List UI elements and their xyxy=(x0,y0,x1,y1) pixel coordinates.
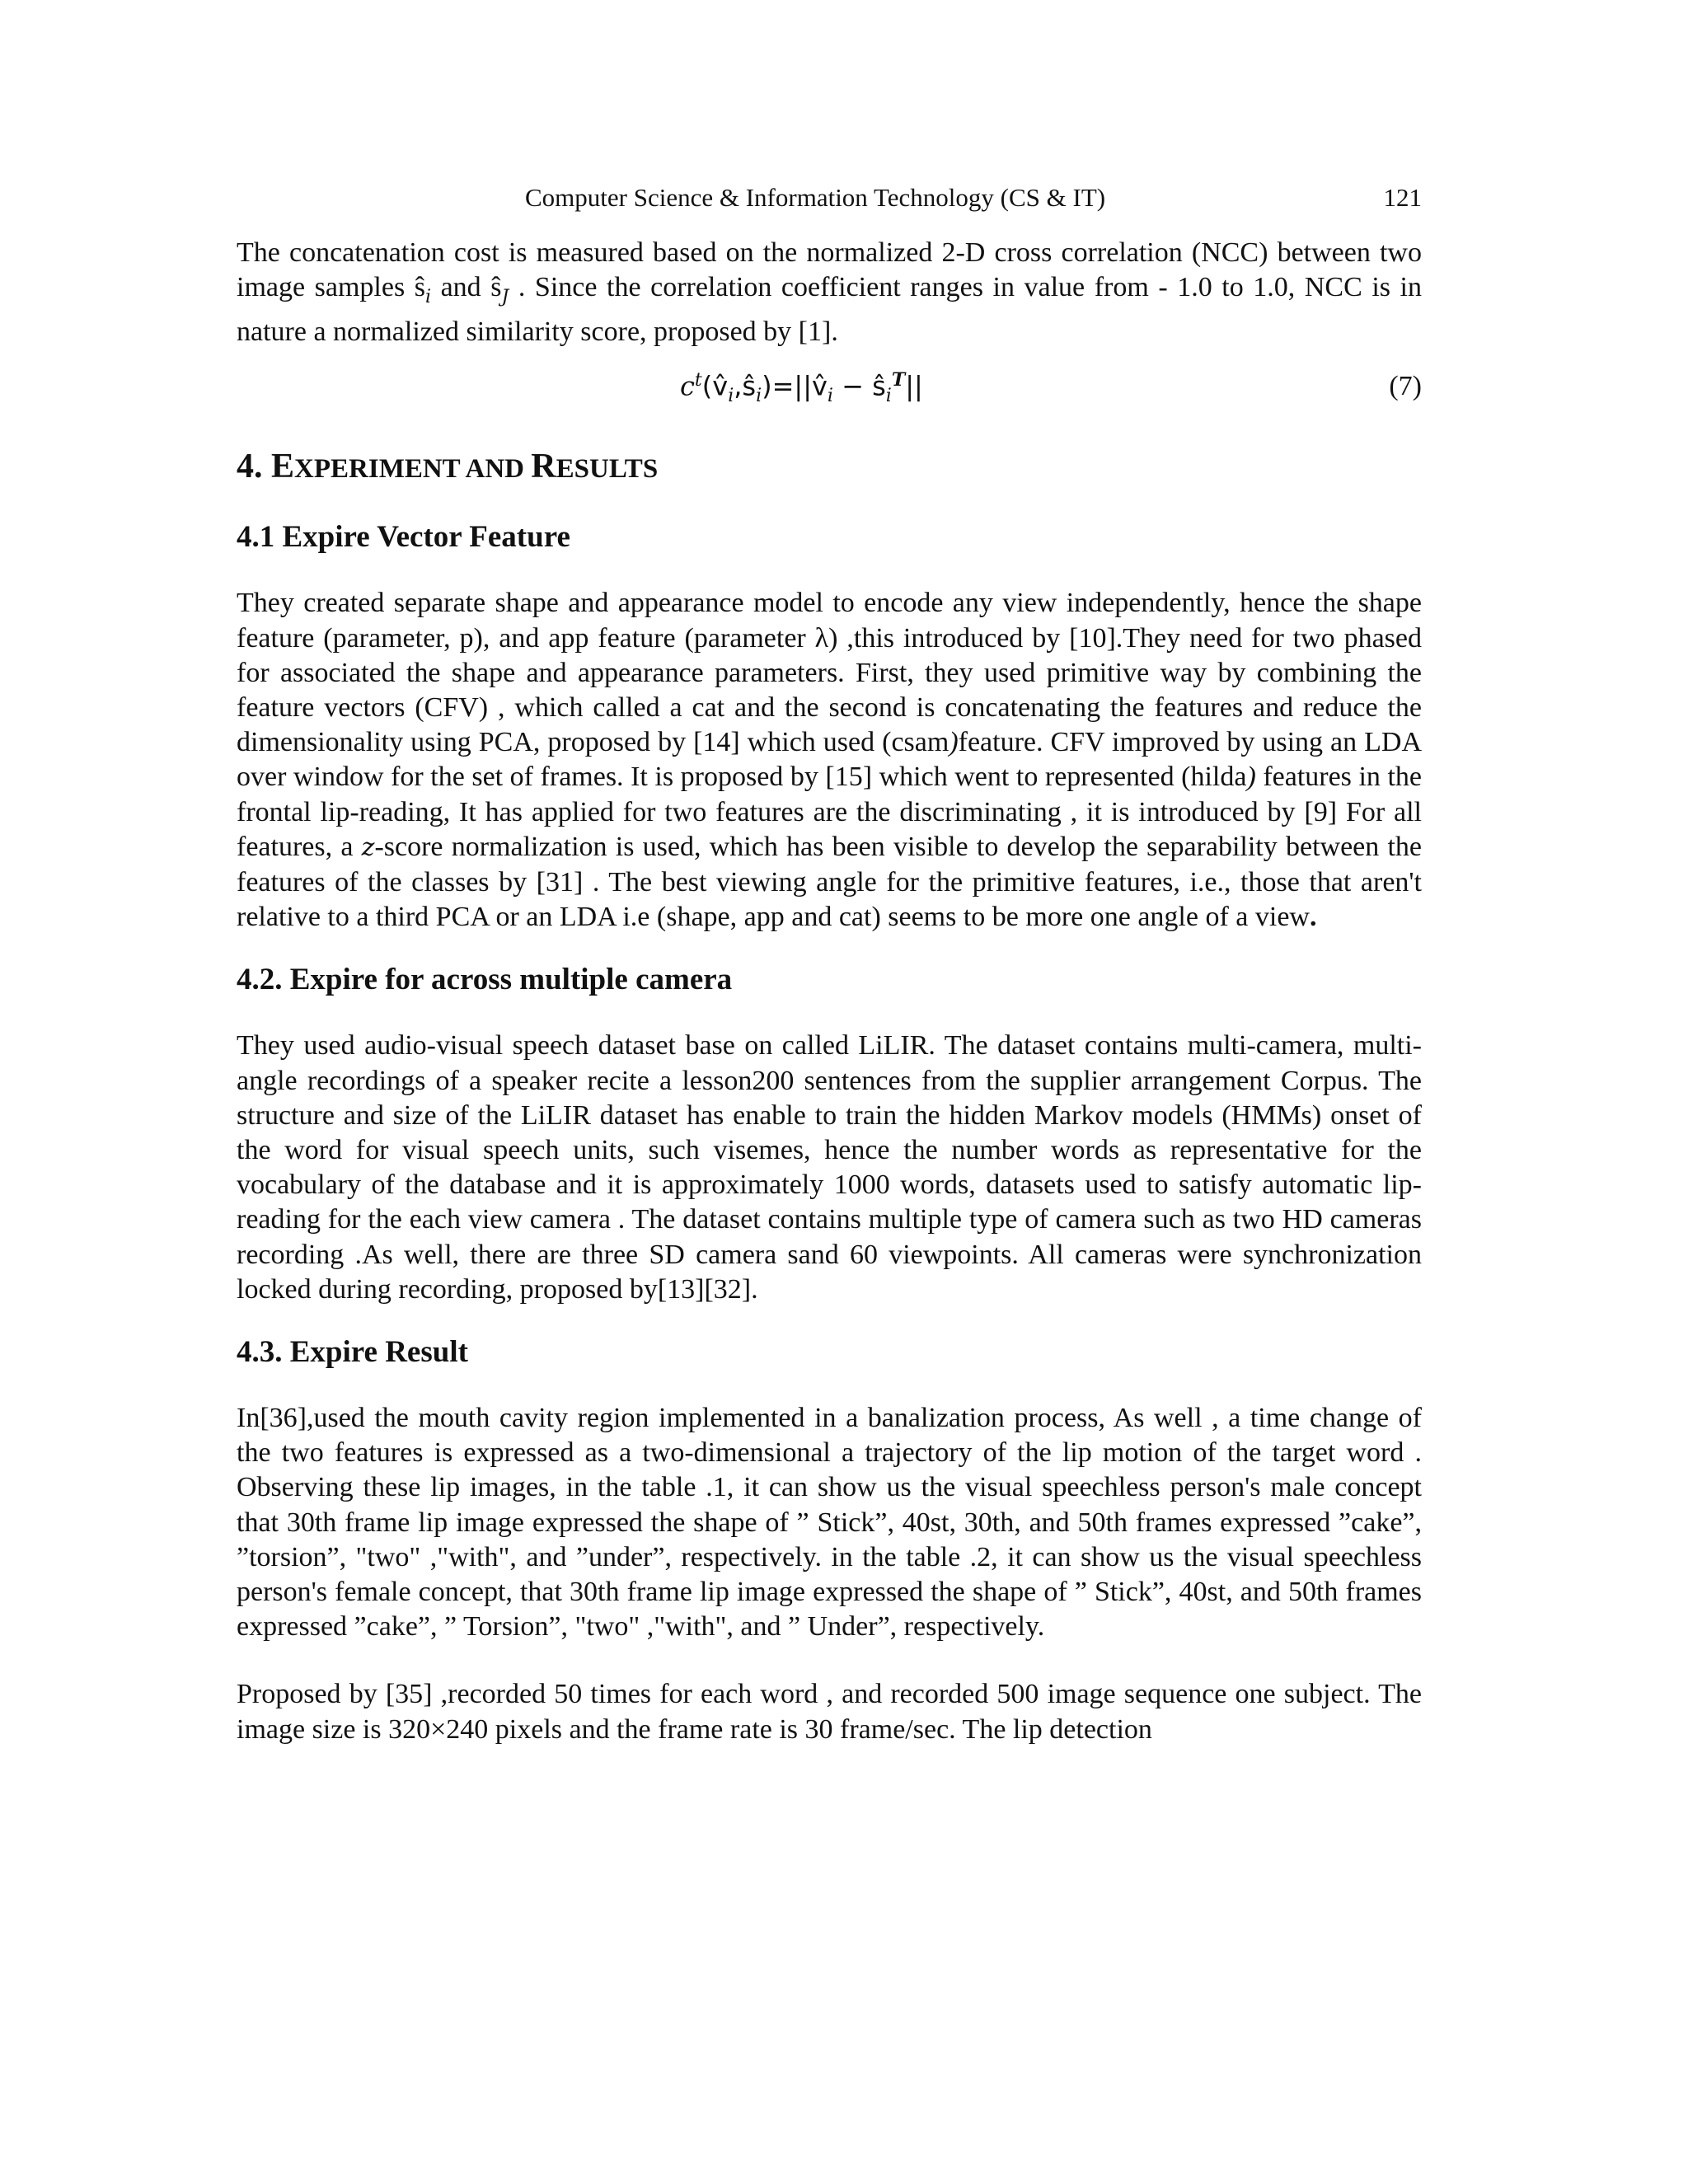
running-header xyxy=(237,183,1422,216)
section-4-cap-e: E xyxy=(271,448,295,486)
intro-sub-j: J xyxy=(501,287,509,307)
intro-paragraph xyxy=(237,236,1422,349)
subsection-4-2-paragraph: They used audio-visual speech dataset base on called LiLIR. The dataset contains multi-camera, multi-angle recordings of a speaker recite a lesson200 sentences from the supplier arrangement Corpus. The structure and size of the LiLIR dataset has enable to train the hidden Markov models (HMMs) onset of the word for visual speech units, such visemes, hence the number words as representative for the vocabulary of the database and it is approximately 1000 words, datasets used to satisfy automatic lip-reading for the each view camera . The dataset contains multiple type of camera such as two HD cameras recording .As well, there are three SD camera sand 60 viewpoints. All cameras were synchronization locked during recording, proposed by[13][32]. xyxy=(237,1030,1422,1305)
section-4-num: 4. xyxy=(237,448,271,486)
subsection-4-3-paragraph-1: In[36],used the mouth cavity region implemented in a banalization process, As well , a time change of the two features is expressed as a two-dimensional a trajectory of the lip motion of the target word . Observing these lip images, in the table .1, it can show us the visual speechless person's male concept that 30th frame lip image expressed the shape of ” Stick”, 40st, 30th, and 50th frames expressed ”cake”, ”torsion”, "two" ,"with", and ”under”, respectively. in the table .2, it can show us the visual speechless person's female concept, that 30th frame lip image expressed the shape of ” Stick”, 40st, and 50th frames expressed ”cake”, ” Torsion”, "two" ,"with", and ” Under”, respectively. xyxy=(237,1403,1422,1643)
section-4-cap-r: R xyxy=(531,448,556,486)
eq-T: T xyxy=(891,369,906,391)
s41-part-c: feature. CFV improved by using an LDA over window for the set of frames. It is proposed by [15] which went to represented (hilda xyxy=(237,727,1422,793)
s41-z-symbol: z xyxy=(361,832,375,862)
equation-number: (7) xyxy=(1389,371,1422,402)
subsection-4-2-heading: 4.2. Expire for across multiple camera xyxy=(237,963,733,997)
subsection-4-3-paragraph-2: Proposed by [35] ,recorded 50 times for each word , and recorded 500 image sequence one subject. The image size is 320×240 pixels and the frame rate is 30 frame/sec. The lip detection xyxy=(237,1679,1422,1745)
eq-i4: i xyxy=(885,386,892,407)
section-4-smallcaps-2: ESULTS xyxy=(556,454,659,485)
section-4-heading xyxy=(237,443,1422,492)
subsection-4-1-heading: 4.1 Expire Vector Feature xyxy=(237,520,570,555)
s41-final-period: . xyxy=(1309,902,1317,933)
intro-line-2a: between two image samples ŝ xyxy=(237,237,1422,303)
eq-mid: )=||v̂ xyxy=(762,371,828,403)
intro-sub-i: i xyxy=(424,287,432,307)
eq-minus: − ŝ xyxy=(832,371,886,403)
intro-line-3: 1.0 to 1.0, NCC is in nature a normalized similarity score, proposed by [1]. xyxy=(237,272,1423,348)
eq-t: t xyxy=(694,370,702,391)
eq-open: (v̂ xyxy=(701,371,729,403)
s41-part-f: -score normalization is used, which has been visible to develop the separability between the features of the classes by [31] . The best viewing angle for the primitive features, i.e., those that aren't relative to a third PCA or an LDA i.e (shape, app and cat) seems to be more one angle of a view xyxy=(237,831,1423,933)
page-number: 121 xyxy=(1383,183,1422,212)
journal-title: Computer Science & Information Technology (CS & IT) xyxy=(525,183,1106,212)
eq-end: || xyxy=(905,371,923,403)
s41-part-b: ) xyxy=(949,727,959,758)
section-4-smallcaps-1: XPERIMENT AND xyxy=(294,454,532,485)
intro-line-1: The concatenation cost is measured based on the normalized 2-D cross correlation (NCC) xyxy=(237,237,1268,268)
subsection-4-3-heading: 4.3. Expire Result xyxy=(237,1335,468,1370)
intro-line-2c: and ŝ xyxy=(431,272,502,303)
equation-7 xyxy=(237,364,1422,422)
s41-part-e: features in the frontal lip-reading, It has applied for two features are the discriminating , it is introduced by [9] For all features, a xyxy=(237,762,1422,862)
equation-body xyxy=(680,369,923,406)
paragraph-gap xyxy=(237,1644,1422,1677)
eq-i2: i xyxy=(756,386,762,407)
page-body xyxy=(237,236,1422,1747)
eq-comma: ,ŝ xyxy=(734,371,757,403)
s41-part-d: ) xyxy=(1246,762,1256,793)
eq-c: c xyxy=(680,371,695,403)
subsection-4-1-paragraph xyxy=(237,586,1422,935)
intro-line-2e: . Since the correlation coefficient ranges in value from - xyxy=(509,272,1168,303)
eq-i1: i xyxy=(728,386,734,407)
s41-part-a: They created separate shape and appearance model to encode any view independently, hence the shape feature (parameter, p), and app feature (parameter λ) ,this introduced by [10].They need for two phased for associated the shape and appearance parameters. First, they used primitive way by combining the feature vectors (CFV) , which called a cat and the second is concatenating the features and reduce the dimensionality using PCA, proposed by [14] which used (csam xyxy=(237,588,1422,758)
eq-i3: i xyxy=(827,386,833,407)
